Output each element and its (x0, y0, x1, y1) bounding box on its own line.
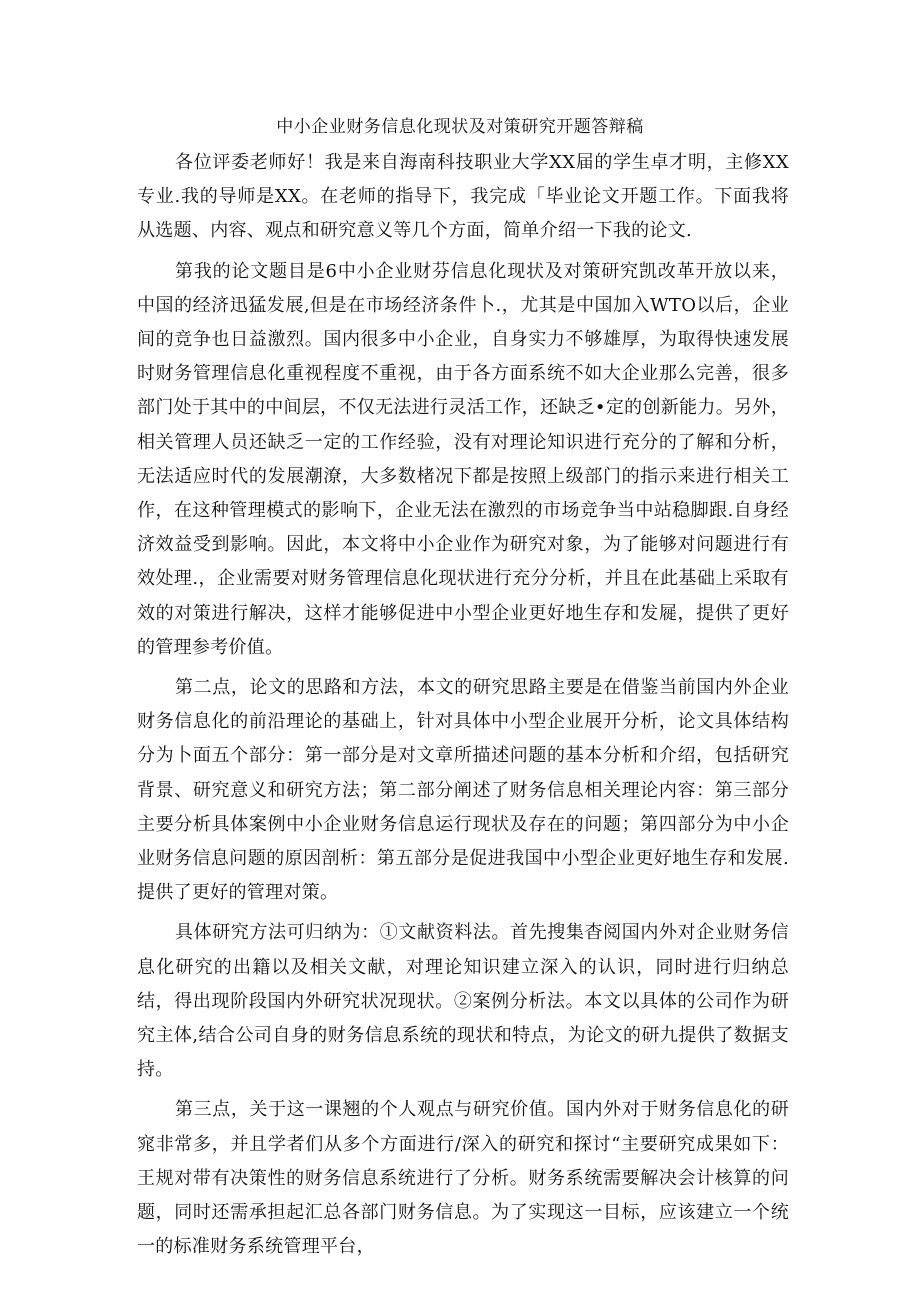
paragraph-viewpoints: 第三点，关于这一课翘的个人观点与研究价值。国内外对于财务信息化的研窕非常多，并且学者们从多个方面进行/深入的研究和探讨“主要研究成果如下：王规对带有决策性的财务信息系统进行了分析。财务系统需要解决会计核算的问题，同时还需承担起汇总各部门财务信息。为了实现这一目标，应该建立一个统一的标准财务系统管理平台， (137, 1099, 790, 1258)
document-body (137, 146, 789, 1271)
paragraph-methods: 具体研究方法可归纳为：①文献资料法。首先搜集杳阅国内外对企业财务信息化研究的出籍以及相关文献，对理论知识建立深入的认识，同时进行归纳总结，得出现阶段国内外研究状况现状。②案例分析法。本文以具体的公司作为研究主体,结合公司自身的财务信息系统的现状和特点，为论文的研九提供了数据支持。 (137, 922, 789, 1081)
document-title: 中小企业财务信息化现状及对策研究开题答辩稿 (276, 117, 644, 137)
paragraph-greeting: 各位评委老师好！我是来自海南科技职业大学XX届的学生卓才明，主修XX专业.我的导师是XX。在老师的指导下，我完成「毕业论文开题工作。下面我将从选题、内容、观点和研究意义等几个方面，简单介绍一下我的论文. (137, 152, 789, 242)
paragraph-topic: 第我的论文题目是6中小企业财芬信息化现状及对策研究凯改革开放以来，中国的经济迅猛发展,但是在市场经济条件卜.，尤其是中国加入WTO以后，企业间的竞争也日益激烈。国内很多中小企业，自身实力不够雄厚，为取得快速发展时财务管理信息化重视程度不重视，由于各方面系统不如大企业那么完善，很多部门处于其中的中间层，不仅无法进行灵活工作，还缺乏•定的创新能力。另外，相关管理人员还缺乏一定的工作经验，没有对理论知识进行充分的了解和分析，无法适应时代的发展潮潦，大多数楮况下都是按照上级部门的指示来进行相关工作，在这种管理模式的影响下，企业无法在激烈的市场竞争当中站稳脚跟.自身经济效益受到影响。因此，本文将中小企业作为研究对象，为了能够对问题进行有效处理.，企业需要对财务管理信息化现状进行充分分析，并且在此基础上采取有效的对策进行解决，这样才能够促进中小型企业更好地生存和发屣，提供了更好的管理参考价值。 (137, 260, 789, 658)
paragraph-approach: 第二点，论文的思路和方法，本文的研究思路主要是在借鉴当前国内外企业财务信息化的前沿理论的基础上，针对具体中小型企业展开分析，论文具体结构分为卜面五个部分：第一部分是对文章所描述问题的基本分析和介绍，包括研究背景、研究意义和研究方法；第二部分阐述了财务信息相关理论内容：第三部分主要分析具体案例中小企业财务信息运行现状及存在的问题；第四部分为中小企业财务信息问题的原因剖析：第五部分是促进我国中小型企业更好地生存和发展.提供了更好的管理对策。 (137, 677, 789, 904)
